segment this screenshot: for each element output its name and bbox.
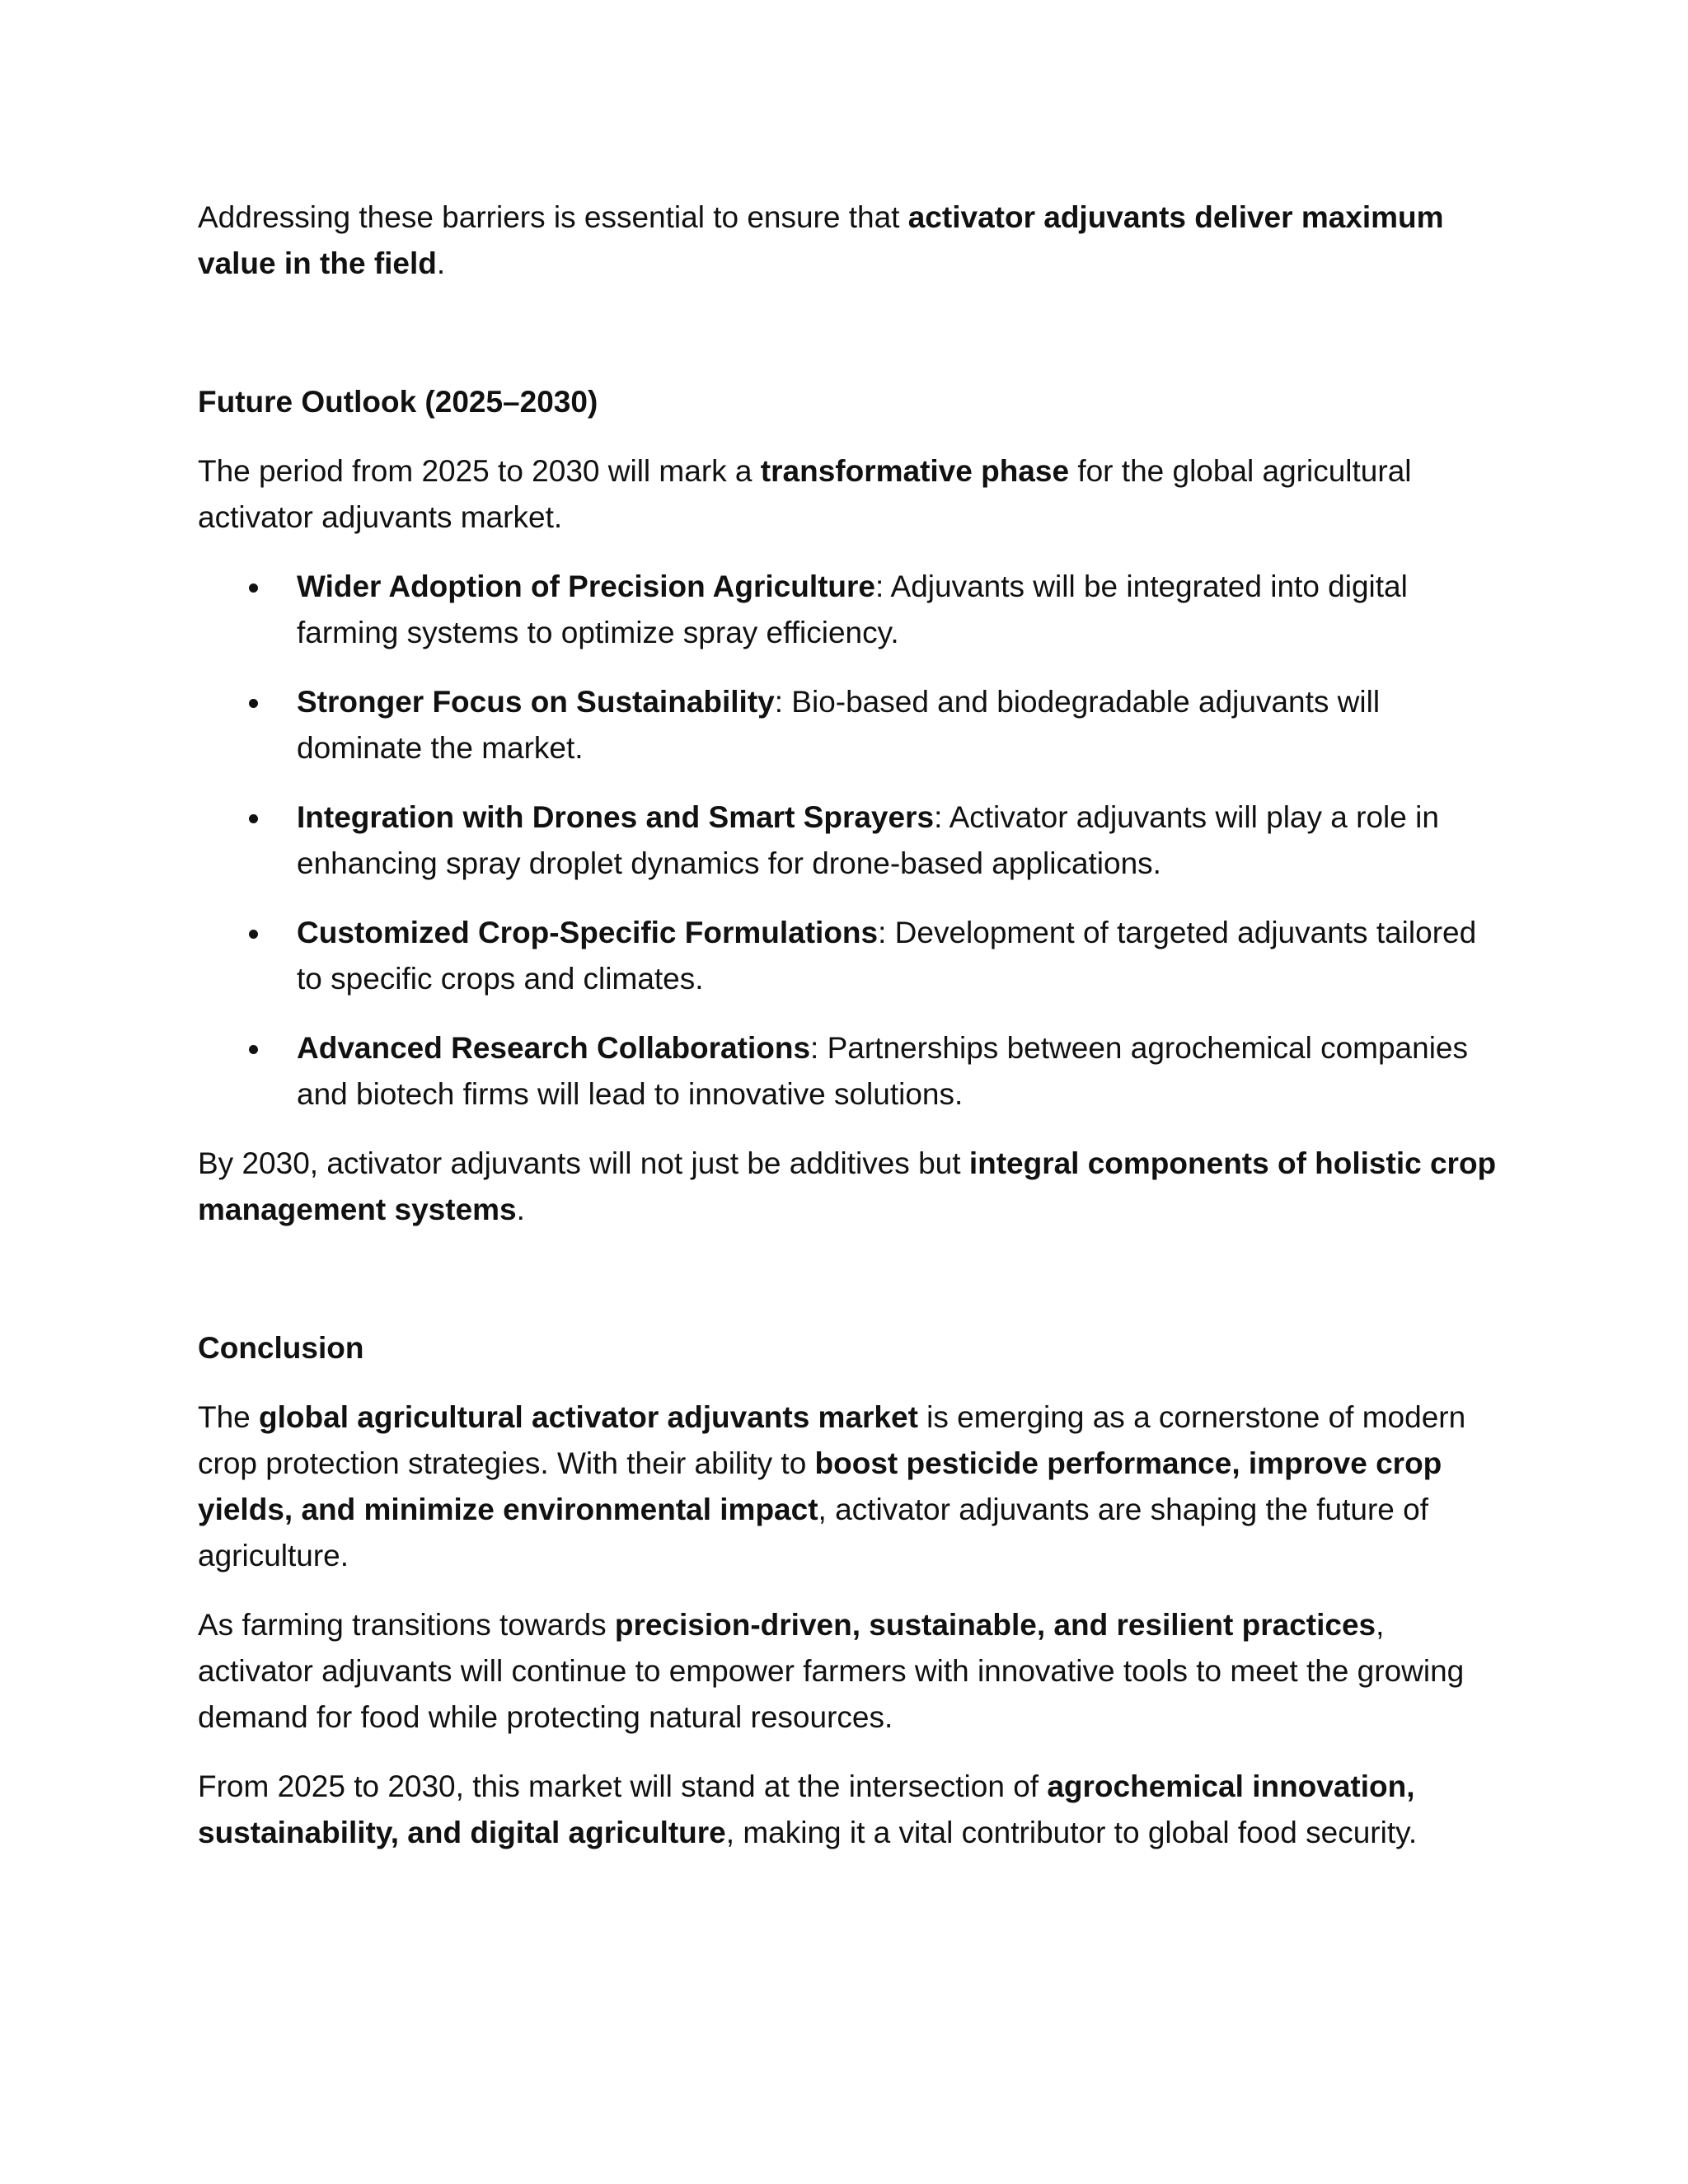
- document-page: [198, 194, 1500, 1879]
- intro-paragraph: [198, 194, 1500, 287]
- bullet-icon: [249, 699, 258, 708]
- future-summary-bold: integral components of holistic crop management systems: [198, 1146, 1497, 1226]
- list-item-text: : Partnerships between agrochemical companies and biotech firms will lead to innovative solutions.: [297, 1031, 1469, 1111]
- future-summary-end: .: [516, 1193, 525, 1226]
- list-item-title: Integration with Drones and Smart Sprayers: [297, 800, 935, 834]
- list-item: [198, 564, 1500, 656]
- conclusion-p3-text-2: , making it a vital contributor to global food security.: [725, 1816, 1418, 1849]
- conclusion-p1-bold-1: global agricultural activator adjuvants market: [259, 1400, 918, 1434]
- list-item: [198, 794, 1500, 887]
- list-item: [198, 910, 1500, 1002]
- conclusion-p2-text: As farming transitions towards: [198, 1608, 615, 1642]
- future-intro-text: The period from 2025 to 2030 will mark a: [198, 454, 761, 488]
- future-intro-bold: transformative phase: [760, 454, 1070, 488]
- bullet-icon: [249, 583, 258, 593]
- conclusion-p3-text: From 2025 to 2030, this market will stand at the intersection of: [198, 1769, 1048, 1803]
- list-item-title: Stronger Focus on Sustainability: [297, 685, 775, 719]
- section-gap: [198, 1256, 1500, 1325]
- future-outlook-list: [198, 564, 1500, 1118]
- conclusion-paragraph-2: [198, 1602, 1500, 1741]
- conclusion-p1-text-2: is emerging as a cornerstone of modern crop protection strategies. With their ability to: [198, 1400, 1466, 1480]
- conclusion-p1-bold-2: boost pesticide performance, improve crop yields, and minimize environmental impact: [198, 1446, 1442, 1526]
- list-item-title: Wider Adoption of Precision Agriculture: [297, 569, 876, 603]
- section-gap: [198, 310, 1500, 379]
- future-intro-text-end: for the global agricultural activator adjuvants market.: [198, 454, 1412, 534]
- conclusion-p1-text: The: [198, 1400, 260, 1434]
- conclusion-paragraph-3: [198, 1764, 1500, 1856]
- list-item-text: : Adjuvants will be integrated into digital farming systems to optimize spray efficiency.: [297, 569, 1408, 649]
- bullet-icon: [249, 1045, 258, 1054]
- list-item: [198, 1025, 1500, 1118]
- future-summary-paragraph: [198, 1141, 1500, 1233]
- list-item-text: : Bio-based and biodegradable adjuvants will dominate the market.: [297, 685, 1381, 765]
- intro-text: Addressing these barriers is essential to ensure that: [198, 200, 908, 234]
- conclusion-heading: Conclusion: [198, 1331, 364, 1365]
- conclusion-p3-bold: agrochemical innovation, sustainability, and digital agriculture: [198, 1769, 1415, 1849]
- list-item-text: : Activator adjuvants will play a role in enhancing spray droplet dynamics for drone-based applications.: [297, 800, 1439, 880]
- future-summary-text: By 2030, activator adjuvants will not just be additives but: [198, 1146, 969, 1180]
- bullet-icon: [249, 814, 258, 823]
- conclusion-p2-bold: precision-driven, sustainable, and resilient practices: [614, 1608, 1376, 1642]
- intro-end: .: [436, 246, 446, 280]
- future-intro-paragraph: [198, 448, 1500, 541]
- conclusion-p1-text-3: , activator adjuvants are shaping the future of agriculture.: [198, 1493, 1428, 1572]
- list-item-title: Advanced Research Collaborations: [297, 1031, 811, 1065]
- conclusion-paragraph-1: [198, 1394, 1500, 1579]
- future-outlook-heading: Future Outlook (2025–2030): [198, 385, 598, 419]
- list-item-title: Customized Crop-Specific Formulations: [297, 916, 879, 949]
- bullet-icon: [249, 930, 258, 939]
- list-item: [198, 679, 1500, 771]
- conclusion-p2-text-2: , activator adjuvants will continue to empower farmers with innovative tools to meet the growing demand for food while protecting natural resources.: [198, 1608, 1465, 1734]
- list-item-text: : Development of targeted adjuvants tailored to specific crops and climates.: [297, 916, 1477, 996]
- intro-bold: activator adjuvants deliver maximum value in the field: [198, 200, 1444, 280]
